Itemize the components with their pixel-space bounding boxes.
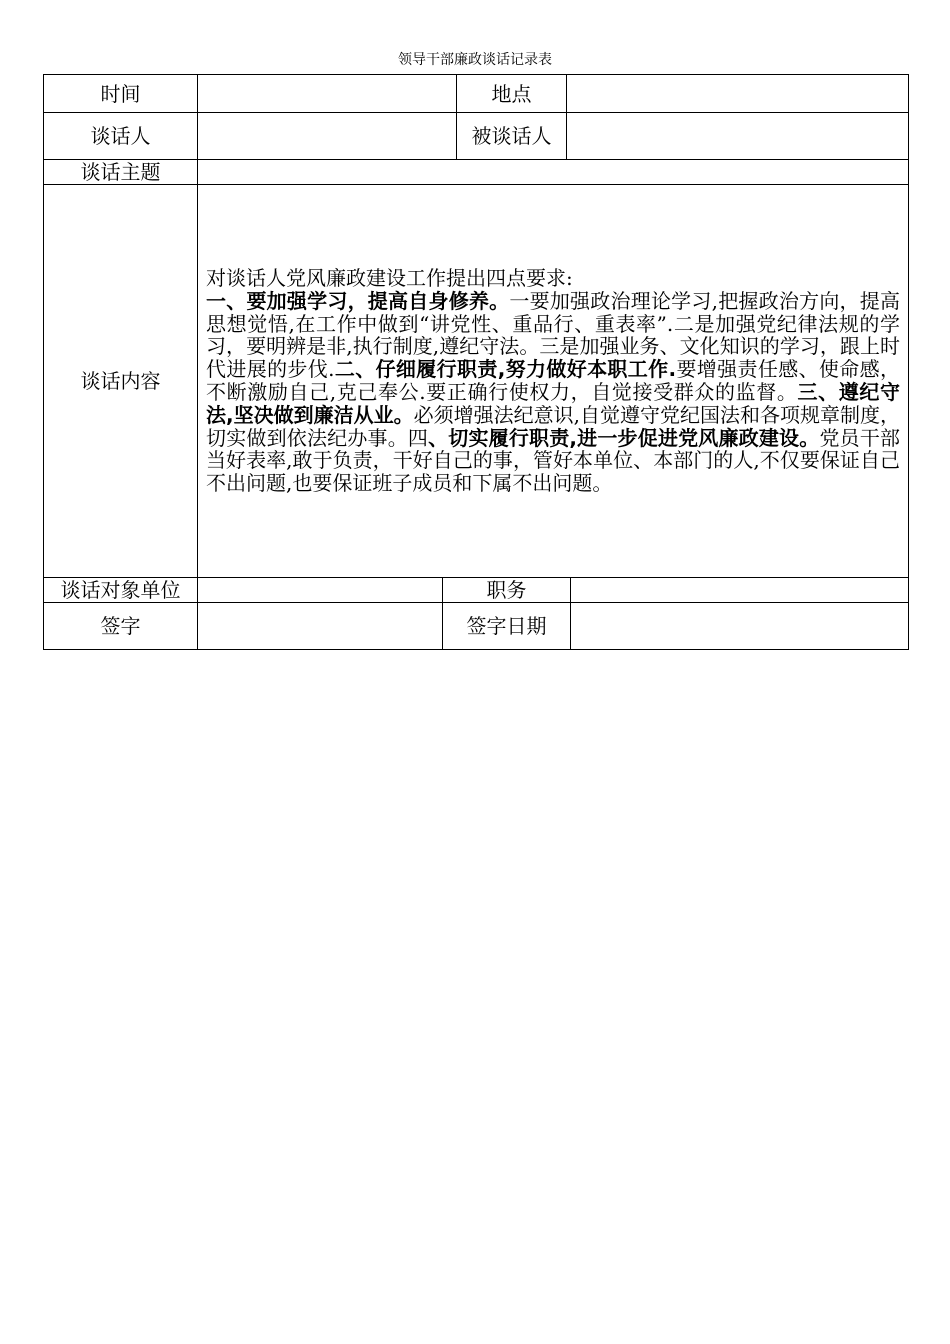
position-label: 职务 — [443, 578, 571, 603]
document-title: 领导干部廉政谈话记录表 — [398, 52, 552, 68]
place-field[interactable] — [567, 75, 909, 113]
row-signature — [44, 603, 909, 650]
sign-field[interactable] — [198, 603, 443, 650]
row-topic — [44, 160, 909, 185]
content-label: 谈话内容 — [44, 185, 198, 578]
talkee-field[interactable] — [567, 113, 909, 160]
sign-label: 签字 — [44, 603, 198, 650]
requirement-4-text: 党员干部当好表率,敢于负责，干好自己的事，管好本单位、本部门的人,不仅要保证自己不出问题,也要保证班子成员和下属不出问题。 — [206, 425, 901, 496]
requirement-3-text: 必须增强法纪意识,自觉遵守党纪国法和各项规章制度，切实做到依法纪办事。四 — [206, 402, 900, 450]
requirement-3-heading: 三、遵纪守法,坚决做到廉洁从业。 — [206, 380, 901, 427]
sign-date-label: 签字日期 — [443, 603, 571, 650]
content-body — [206, 290, 900, 495]
talkee-label: 被谈话人 — [457, 113, 567, 160]
row-talker — [44, 113, 909, 160]
time-label: 时间 — [44, 75, 198, 113]
talker-field[interactable] — [198, 113, 457, 160]
position-field[interactable] — [571, 578, 909, 603]
unit-label: 谈话对象单位 — [44, 578, 198, 603]
requirement-4-heading: 、切实履行职责,进一步促进党风廉政建设。 — [428, 425, 820, 450]
row-unit — [44, 578, 909, 603]
content-field[interactable] — [198, 185, 909, 578]
requirement-2-heading: 二、仔细履行职责,努力做好本职工作. — [334, 357, 677, 382]
requirement-2-text: 要增强责任感、使命感，不断激励自己,克己奉公.要正确行使权力，自觉接受群众的监督。 — [206, 357, 901, 404]
time-field[interactable] — [198, 75, 457, 113]
row-time-place — [44, 75, 909, 113]
record-form-table — [43, 74, 909, 650]
row-content — [44, 185, 909, 578]
requirement-1-text: 一要加强政治理论学习,把握政治方向，提高思想觉悟,在工作中做到“讲党性、重品行、重表率”.二是加强党纪律法规的学习，要明辨是非,执行制度,遵纪守法。三是加强业务、文化知识的学习，跟上时代进展的步伐. — [206, 288, 901, 382]
talker-label: 谈话人 — [44, 113, 198, 160]
sign-date-field[interactable] — [571, 603, 909, 650]
unit-field[interactable] — [198, 578, 443, 603]
topic-label: 谈话主题 — [44, 160, 198, 185]
place-label: 地点 — [457, 75, 567, 113]
content-intro: 对谈话人党风廉政建设工作提出四点要求: — [206, 266, 573, 291]
requirement-1-heading: 一、要加强学习，提高自身修养。 — [206, 288, 510, 313]
topic-field[interactable] — [198, 160, 909, 185]
